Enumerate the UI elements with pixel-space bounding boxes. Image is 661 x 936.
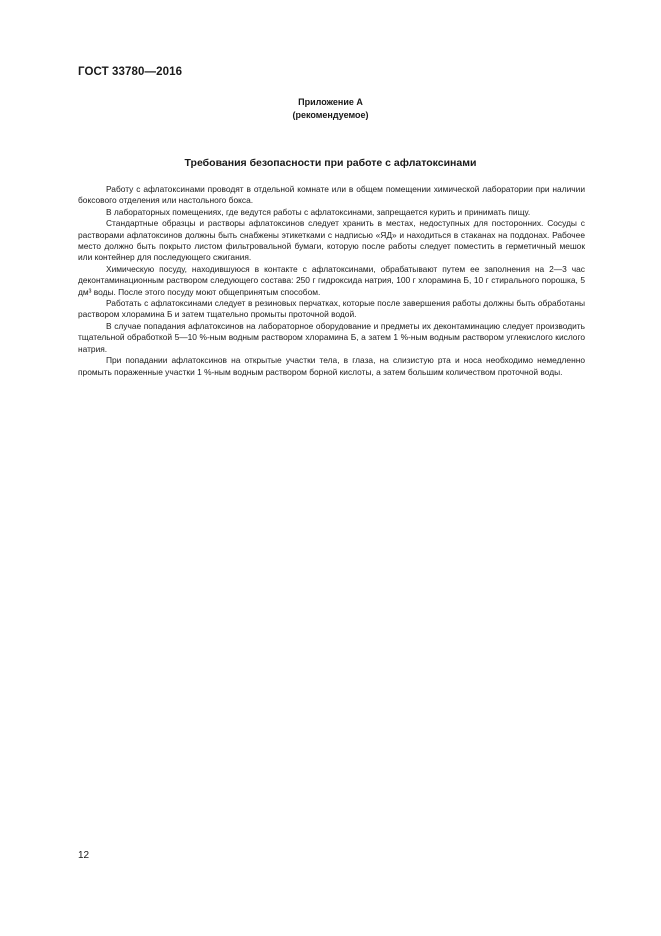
page-number: 12 bbox=[78, 850, 90, 861]
document-id: ГОСТ 33780—2016 bbox=[78, 66, 183, 78]
paragraph: При попадании афлатоксинов на открытые участки тела, в глаза, на слизистую рта и носа необходимо немедленно промыть пораженные участки 1 %-ным водным раствором борной кислоты, а затем большим количеством проточной воды. bbox=[78, 355, 585, 377]
body-text bbox=[78, 184, 585, 378]
annex-title: Приложение А bbox=[298, 97, 363, 107]
paragraph: Химическую посуду, находившуюся в контакте с афлатоксинами, обрабатывают путем ее заполнения на 2—3 час деконтаминационным раствором следующего состава: 250 г гидроксида натрия, 100 г хлорамина Б, 10 г стирального порошка, 5 дм³ воды. После этого посуду моют общепринятым способом. bbox=[78, 263, 585, 297]
paragraph: Работать с афлатоксинами следует в резиновых перчатках, которые после завершения работы должны быть обработаны раствором хлорамина Б и затем тщательно промыты проточной водой. bbox=[78, 298, 585, 320]
paragraph: В случае попадания афлатоксинов на лабораторное оборудование и предметы их деконтаминацию следует производить тщательной обработкой 5—10 %-ным водным раствором хлорамина Б, а затем 1 %-ным водным раствором углекислого кислого натрия. bbox=[78, 320, 585, 354]
annex-heading bbox=[0, 96, 661, 122]
paragraph: В лабораторных помещениях, где ведутся работы с афлатоксинами, запрещается курить и принимать пищу. bbox=[106, 206, 531, 217]
paragraph: Работу с афлатоксинами проводят в отдельной комнате или в общем помещении химической лаборатории при наличии боксового отделения или настольного бокса. bbox=[78, 184, 585, 206]
paragraph: Стандартные образцы и растворы афлатоксинов следует хранить в местах, недоступных для посторонних. Сосуды с растворами афлатоксинов должны быть снабжены этикетками с надписью «ЯД» и находиться в стаканах на поддонах. Рабочее место должно быть покрыто листом фильтровальной бумаги, которую после работы следует поместить в герметичный мешок или контейнер для последующего сжигания. bbox=[78, 218, 585, 263]
section-title: Требования безопасности при работе с афлатоксинами bbox=[184, 157, 477, 169]
annex-status: (рекомендуемое) bbox=[292, 110, 369, 120]
